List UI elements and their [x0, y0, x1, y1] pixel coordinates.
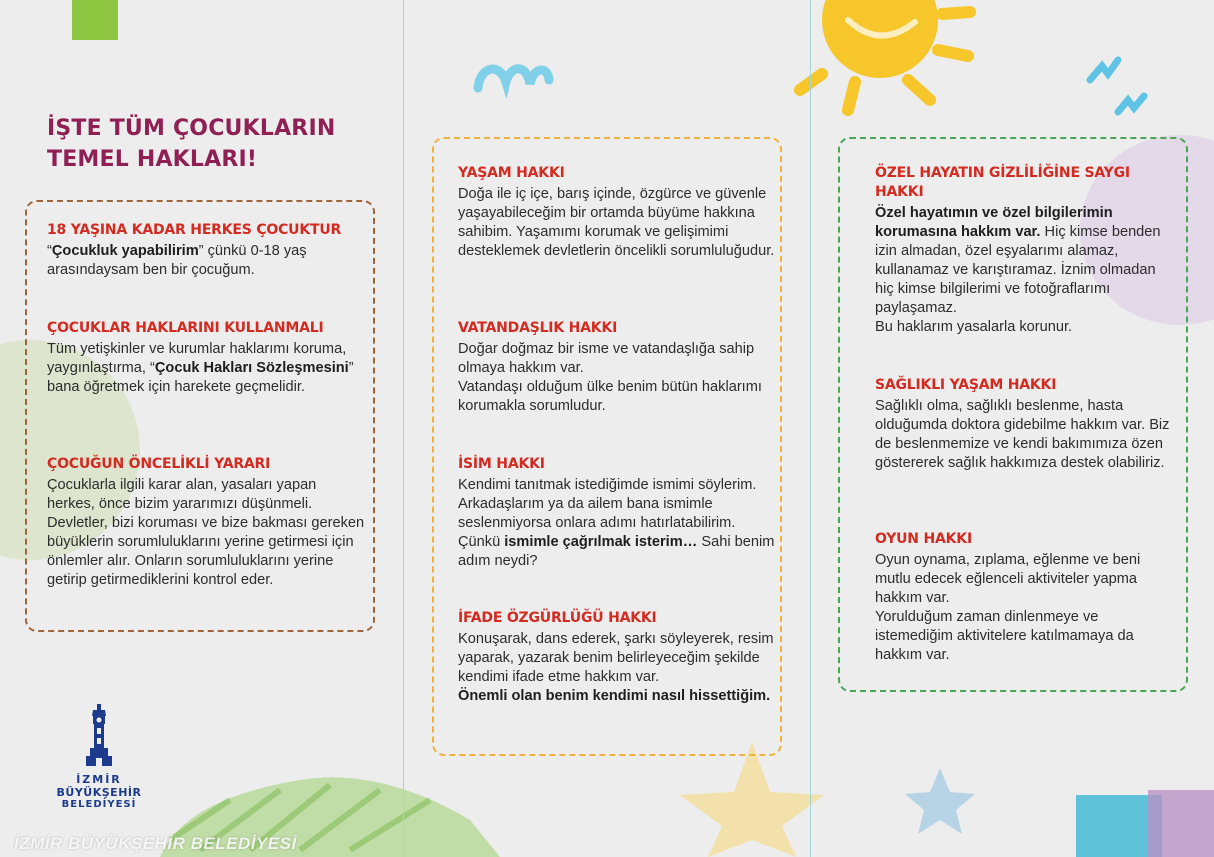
blue-squiggle-right-2	[1118, 96, 1144, 112]
blue-squiggle-right	[1090, 60, 1118, 80]
section-heading: VATANDAŞLIK HAKKI	[458, 320, 618, 336]
section-text: Bu haklarım yasalarla korunur.	[875, 319, 1073, 335]
blue-star	[905, 768, 975, 834]
section-text: Özel hayatımın ve özel bilgilerimin korumasına hakkım var. Hiç kimse benden izin almadan, özel eşyalarımı alamaz, kullanamaz ve karıştıramaz. İznim olmadan hiç kimse bilgilerimi ve fotoğraflarımı paylaşamaz.	[875, 205, 1161, 316]
section-text: Konuşarak, dans ederek, şarkı söyleyerek, resim yaparak, yazarak benim belirleyeceğim şekilde kendimi ifade etme hakkım var.	[458, 631, 774, 685]
fold-line-right	[810, 0, 811, 857]
clock-tower-icon	[84, 704, 114, 766]
logo-line-2: BÜYÜKŞEHİR	[56, 786, 142, 799]
section-text: Vatandaşı olduğum ülke benim bütün haklarımı korumakla sorumludur.	[458, 379, 762, 414]
section-text: Oyun oynama, zıplama, eğlenme ve beni mutlu edecek eğlenceli aktiviteler yapma hakkım var.	[875, 552, 1141, 606]
right-section-privacy	[875, 164, 1175, 337]
section-text: Tüm yetişkinler ve kurumlar haklarımı koruma, yaygınlaştırma, “Çocuk Hakları Sözleşmesini” bana öğretmek için harekete geçmelidir.	[47, 341, 354, 395]
right-section-childhood	[47, 221, 367, 280]
section-text: Kendimi tanıtmak istediğimde ismimi söylerim. Arkadaşlarım ya da ailem bana ismimle seslenmiyorsa onlara adımı hatırlatabilirim. Çünkü ismimle çağrılmak isterim… Sahi benim adım neydi?	[458, 477, 775, 569]
section-heading: YAŞAM HAKKI	[458, 165, 565, 181]
right-section-life	[458, 164, 778, 261]
logo-line-3: BELEDİYESİ	[61, 799, 137, 810]
section-text: Doğar doğmaz bir isme ve vatandaşlığa sahip olmaya hakkım var.	[458, 341, 755, 376]
right-section-citizenship	[458, 319, 778, 416]
section-heading: ÖZEL HAYATIN GİZLİLİĞİNE SAYGI HAKKI	[875, 165, 1130, 200]
right-section-expression	[458, 609, 778, 706]
section-text: Önemli olan benim kendimi nasıl hissettiğim.	[458, 688, 771, 704]
section-text: Sağlıklı olma, sağlıklı beslenme, hasta olduğumda doktora gidebilme hakkım var. Biz de beslenmemize ve kendi bakımımıza özen göstererek sağlık hakkımıza destek olabiliriz.	[875, 398, 1170, 471]
section-text: Yorulduğum zaman dinlenmeye ve istemediğim aktivitelere katılmamaya da hakkım var.	[875, 609, 1134, 663]
fold-line-left	[403, 0, 404, 857]
title-line-1: İŞTE TÜM ÇOCUKLARIN	[47, 116, 336, 141]
green-crayon-bar	[72, 0, 118, 40]
right-section-health	[875, 376, 1175, 473]
yellow-star	[680, 742, 824, 857]
section-heading: ÇOCUĞUN ÖNCELİKLİ YARARI	[47, 456, 271, 472]
title-line-2: TEMEL HAKLARI!	[47, 147, 258, 172]
right-section-use-rights	[47, 319, 367, 397]
purple-block	[1148, 790, 1214, 857]
section-text: “Çocukluk yapabilirim” çünkü 0-18 yaş arasındaysam ben bir çocuğum.	[47, 243, 307, 278]
right-section-best-interest	[47, 455, 367, 590]
section-heading: İFADE ÖZGÜRLÜĞÜ HAKKI	[458, 610, 657, 626]
sun-icon	[800, 0, 970, 110]
logo-line-1: İZMİR	[76, 773, 122, 786]
section-text: Doğa ile iç içe, barış içinde, özgürce ve güvenle yaşayabileceğim bir ortamda büyüme hakkına sahibim. Yaşamımı korumak ve gelişimimi desteklemek devletlerin öncelikli sorumluluğudur.	[458, 186, 775, 259]
page-title	[47, 113, 335, 175]
izmir-municipality-logo	[44, 704, 154, 811]
section-heading: 18 YAŞINA KADAR HERKES ÇOCUKTUR	[47, 222, 342, 238]
blue-squiggle	[478, 69, 549, 88]
section-heading: SAĞLIKLI YAŞAM HAKKI	[875, 377, 1057, 393]
watermark: İZMİR BÜYÜKŞEHİR BELEDİYESİ	[14, 834, 297, 853]
right-section-play	[875, 530, 1175, 665]
section-heading: ÇOCUKLAR HAKLARINI KULLANMALI	[47, 320, 324, 336]
right-section-name	[458, 455, 778, 571]
section-heading: İSİM HAKKI	[458, 456, 545, 472]
section-heading: OYUN HAKKI	[875, 531, 972, 547]
section-text: Çocuklarla ilgili karar alan, yasaları yapan herkes, önce bizim yararımızı düşünmeli. Devletler, bizi koruması ve bize bakması gereken büyüklerin sorumluluklarını yerine getirmesi için önlemler alır. Onların sorumluluklarını yerine getirip getirmediklerini kontrol eder.	[47, 477, 365, 588]
